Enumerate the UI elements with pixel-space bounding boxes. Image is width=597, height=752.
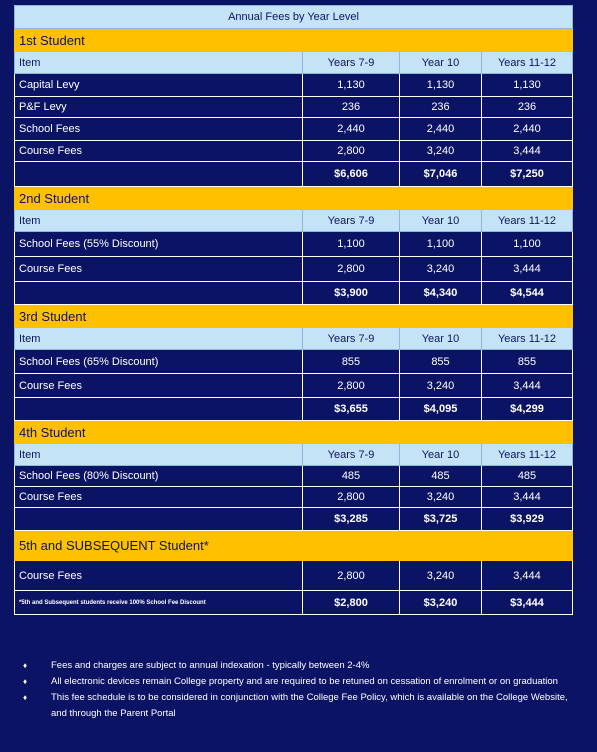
total-value: $3,285 [303,508,400,531]
annual-fees-table [14,5,573,615]
table-row [15,257,573,282]
column-header-item: Item [15,444,303,466]
column-header-row [15,210,573,232]
cell-value: 3,444 [482,141,573,162]
list-item [20,674,580,690]
section-heading-row [15,29,573,52]
table-row [15,232,573,257]
table-row [15,141,573,162]
cell-value: 485 [303,466,400,487]
table-row [15,74,573,97]
table-row [15,561,573,591]
cell-value: 1,130 [303,74,400,97]
column-header-years-11-12: Years 11-12 [482,52,573,74]
cell-value: 3,444 [482,374,573,398]
total-row [15,398,573,421]
table-title-row [15,6,573,29]
note-text: All electronic devices remain College property and are required to be retuned on cessation of enrolment or on graduation [51,676,558,687]
cell-value: 3,240 [400,487,482,508]
notes-list [20,658,580,722]
total-value: $4,340 [400,282,482,305]
section-heading: 1st Student [15,29,573,52]
total-label [15,282,303,305]
column-header-years-11-12: Years 11-12 [482,210,573,232]
row-item-label: P&F Levy [15,97,303,118]
column-header-row [15,328,573,350]
total-value: $7,250 [482,162,573,187]
total-label [15,508,303,531]
row-item-label: Course Fees [15,257,303,282]
total-value: $3,900 [303,282,400,305]
diamond-bullet-icon: ♦ [23,661,28,670]
cell-value: 3,240 [400,257,482,282]
row-item-label: Course Fees [15,374,303,398]
cell-value: 2,440 [400,118,482,141]
cell-value: 1,100 [400,232,482,257]
total-value: $4,544 [482,282,573,305]
total-row [15,508,573,531]
diamond-bullet-icon: ♦ [23,693,28,702]
cell-value: 2,800 [303,374,400,398]
section-heading: 3rd Student [15,305,573,328]
note-text: Fees and charges are subject to annual indexation - typically between 2-4% [51,660,370,671]
cell-value: 3,240 [400,141,482,162]
cell-value: 1,100 [303,232,400,257]
column-header-year-10: Year 10 [400,210,482,232]
row-item-label: School Fees (55% Discount) [15,232,303,257]
cell-value: 2,440 [303,118,400,141]
diamond-bullet-icon: ♦ [23,677,28,686]
column-header-year-10: Year 10 [400,328,482,350]
cell-value: 3,444 [482,257,573,282]
total-row [15,282,573,305]
table-row [15,97,573,118]
column-header-item: Item [15,210,303,232]
cell-value: 2,800 [303,561,400,591]
column-header-item: Item [15,52,303,74]
cell-value: 3,444 [482,561,573,591]
table-row [15,374,573,398]
cell-value: 1,130 [482,74,573,97]
column-header-years-7-9: Years 7-9 [303,52,400,74]
section-heading-row [15,187,573,210]
cell-value: 2,800 [303,487,400,508]
footnote-text: *5th and Subsequent students receive 100% School Fee Discount [15,591,303,615]
column-header-years-7-9: Years 7-9 [303,328,400,350]
column-header-row [15,52,573,74]
cell-value: 236 [482,97,573,118]
row-item-label: School Fees (65% Discount) [15,350,303,374]
cell-value: 2,800 [303,141,400,162]
list-item [20,690,580,722]
total-value: $3,725 [400,508,482,531]
row-item-label: School Fees (80% Discount) [15,466,303,487]
section-heading-row [15,531,573,561]
total-row [15,591,573,615]
total-label [15,162,303,187]
section-heading-row [15,305,573,328]
cell-value: 485 [400,466,482,487]
row-item-label: School Fees [15,118,303,141]
cell-value: 855 [482,350,573,374]
column-header-years-7-9: Years 7-9 [303,210,400,232]
cell-value: 2,800 [303,257,400,282]
cell-value: 3,240 [400,374,482,398]
total-row [15,162,573,187]
table-row [15,350,573,374]
cell-value: 3,444 [482,487,573,508]
row-item-label: Course Fees [15,487,303,508]
column-header-year-10: Year 10 [400,444,482,466]
cell-value: 855 [400,350,482,374]
table-row [15,466,573,487]
cell-value: 3,240 [400,561,482,591]
cell-value: 485 [482,466,573,487]
total-value: $4,095 [400,398,482,421]
column-header-years-11-12: Years 11-12 [482,444,573,466]
table-title: Annual Fees by Year Level [15,6,573,29]
section-heading-row [15,421,573,444]
section-heading: 4th Student [15,421,573,444]
row-item-label: Course Fees [15,141,303,162]
column-header-row [15,444,573,466]
column-header-item: Item [15,328,303,350]
note-text: This fee schedule is to be considered in conjunction with the College Fee Policy, which is available on the College Website, and through the Parent Portal [51,692,568,719]
section-heading: 2nd Student [15,187,573,210]
column-header-year-10: Year 10 [400,52,482,74]
list-item [20,658,580,674]
total-label [15,398,303,421]
section-heading: 5th and SUBSEQUENT Student* [15,531,573,561]
row-item-label: Course Fees [15,561,303,591]
row-item-label: Capital Levy [15,74,303,97]
column-header-years-7-9: Years 7-9 [303,444,400,466]
cell-value: 1,100 [482,232,573,257]
total-value: $3,655 [303,398,400,421]
total-value: $6,606 [303,162,400,187]
total-value: $7,046 [400,162,482,187]
total-value: $2,800 [303,591,400,615]
total-value: $3,240 [400,591,482,615]
table-row [15,487,573,508]
cell-value: 2,440 [482,118,573,141]
cell-value: 1,130 [400,74,482,97]
total-value: $3,444 [482,591,573,615]
cell-value: 855 [303,350,400,374]
total-value: $3,929 [482,508,573,531]
table-row [15,118,573,141]
total-value: $4,299 [482,398,573,421]
column-header-years-11-12: Years 11-12 [482,328,573,350]
cell-value: 236 [400,97,482,118]
cell-value: 236 [303,97,400,118]
